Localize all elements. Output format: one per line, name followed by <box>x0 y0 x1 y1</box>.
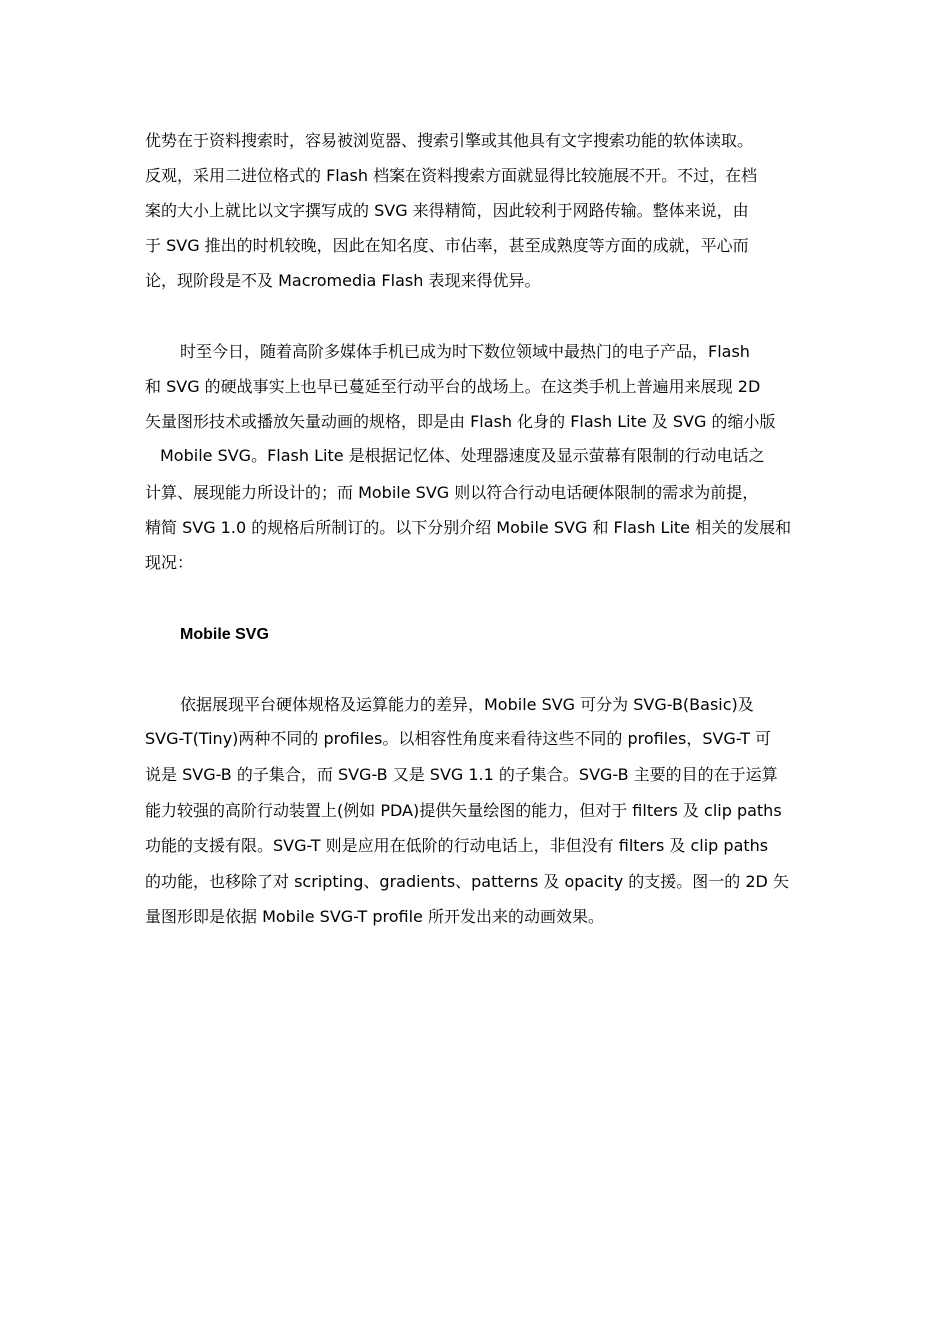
paragraph-line: 量图形即是依据 Mobile SVG-T profile 所开发出来的动画效果。 <box>145 907 604 926</box>
paragraph-line: 时至今日，随着高阶多媒体手机已成为时下数位领域中最热门的电子产品，Flash <box>180 342 750 361</box>
paragraph-line: 矢量图形技术或播放矢量动画的规格，即是由 Flash 化身的 Flash Lite 及 SVG 的缩小版 <box>145 412 776 431</box>
paragraph-line: 说是 SVG-B 的子集合，而 SVG-B 又是 SVG 1.1 的子集合。SVG-B 主要的目的在于运算 <box>145 765 778 784</box>
paragraph-line: 论，现阶段是不及 Macromedia Flash 表现来得优异。 <box>145 271 541 290</box>
paragraph-line: 能力较强的高阶行动装置上(例如 PDA)提供矢量绘图的能力，但对于 filters 及 clip paths <box>145 801 782 820</box>
paragraph-line: SVG-T(Tiny)两种不同的 profiles。以相容性角度来看待这些不同的 profiles，SVG-T 可 <box>145 729 771 748</box>
paragraph-line: 的功能，也移除了对 scripting、gradients、patterns 及 opacity 的支援。图一的 2D 矢 <box>145 872 789 891</box>
paragraph-line: 优势在于资料搜索时，容易被浏览器、搜索引擎或其他具有文字搜索功能的软体读取。 <box>145 131 754 150</box>
paragraph-line: 功能的支援有限。SVG-T 则是应用在低阶的行动电话上，非但没有 filters 及 clip paths <box>145 836 769 855</box>
paragraph-line: 反观，采用二进位格式的 Flash 档案在资料搜索方面就显得比较施展不开。不过，在档 <box>145 166 758 185</box>
paragraph-line: 于 SVG 推出的时机较晚，因此在知名度、市佔率，甚至成熟度等方面的成就，平心而 <box>145 236 749 255</box>
paragraph-line: 案的大小上就比以文字撰写成的 SVG 来得精简，因此较利于网路传输。整体来说，由 <box>145 201 749 220</box>
section-heading: Mobile SVG <box>180 626 269 643</box>
paragraph-line: 依据展现平台硬体规格及运算能力的差异，Mobile SVG 可分为 SVG-B(Basic)及 <box>180 695 754 714</box>
paragraph-line: 现况： <box>145 553 194 572</box>
paragraph-line: 计算、展现能力所设计的；而 Mobile SVG 则以符合行动电话硬体限制的需求为前提， <box>145 483 759 502</box>
paragraph-line: 精简 SVG 1.0 的规格后所制订的。以下分别介绍 Mobile SVG 和 Flash Lite 相关的发展和 <box>145 518 792 537</box>
paragraph-line: Mobile SVG。Flash Lite 是根据记忆体、处理器速度及显示萤幕有限制的行动电话之 <box>160 446 765 465</box>
paragraph-line: 和 SVG 的硬战事实上也早已蔓延至行动平台的战场上。在这类手机上普遍用来展现 2D <box>145 377 761 396</box>
